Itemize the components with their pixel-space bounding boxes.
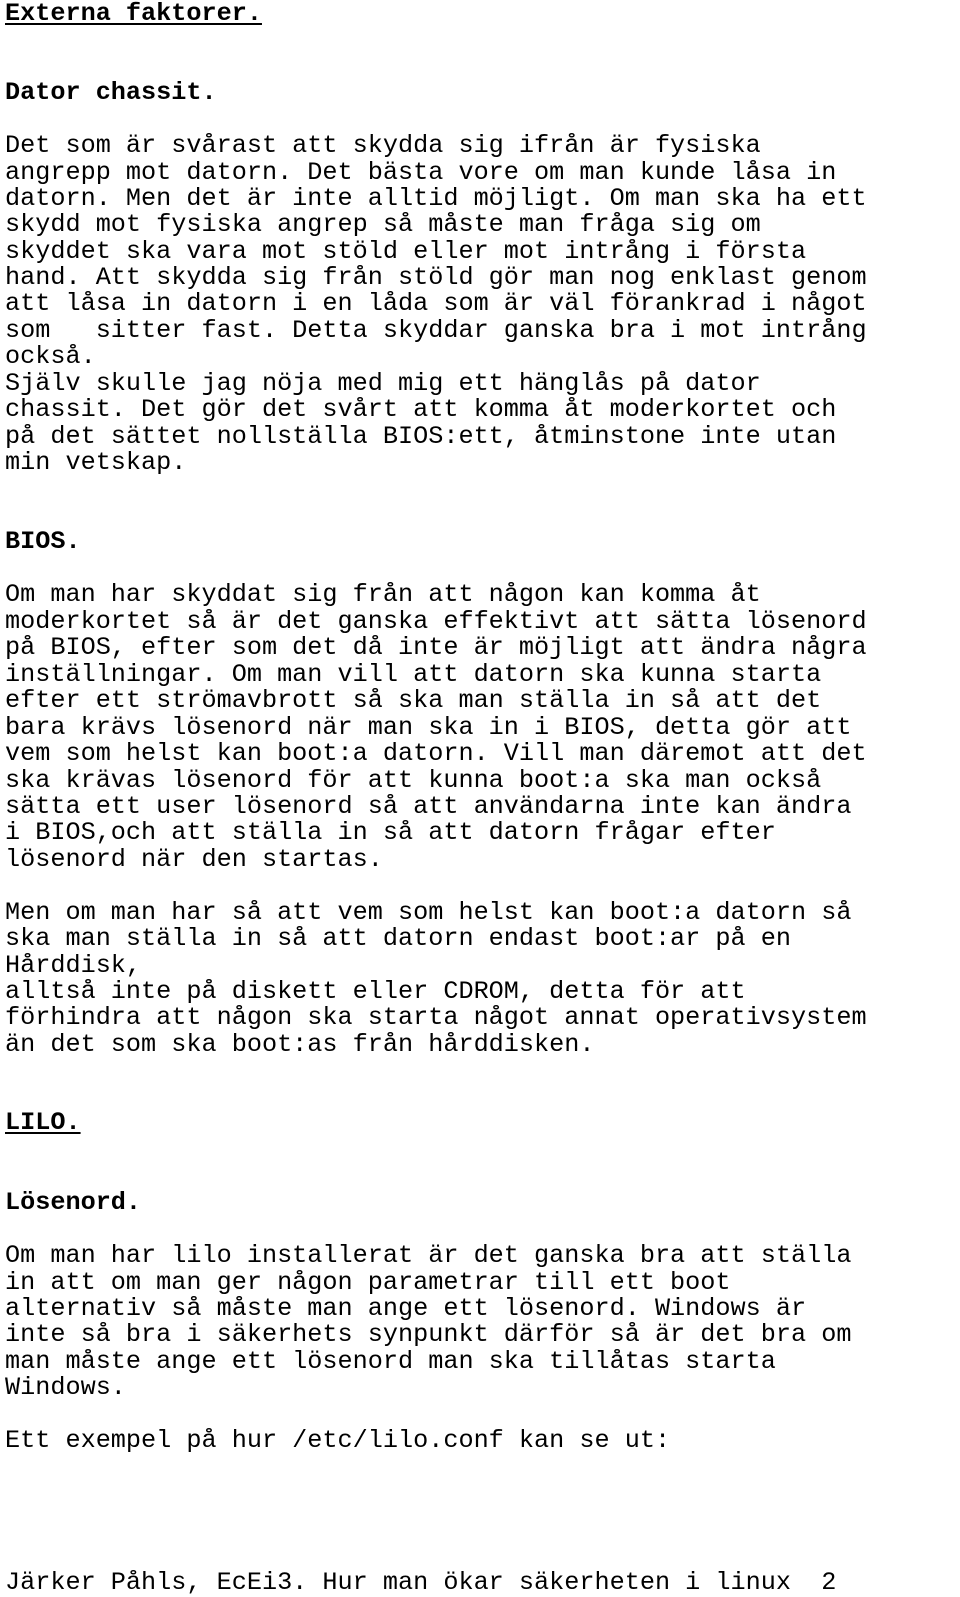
text-line: också. [5,342,96,371]
text-line: vem som helst kan boot:a datorn. Vill man däremot att det [5,739,867,768]
text-line: ska krävas lösenord för att kunna boot:a ska man också [5,766,822,795]
heading-password: Lösenord. [5,1188,142,1217]
text-line: än det som ska boot:as från hårddisken. [5,1030,595,1059]
heading-computer-case: Dator chassit. [5,78,217,107]
text-line: efter ett strömavbrott så ska man ställa in så att det [5,686,822,715]
text-line: lösenord när den startas. [5,845,383,874]
text-line: Själv skulle jag nöja med mig ett hänglås på dator [5,369,761,398]
text-line: man måste ange ett lösenord man ska tillåtas starta [5,1347,776,1376]
text-line: angrepp mot datorn. Det bästa vore om man kunde låsa in [5,158,837,187]
text-line: att låsa in datorn i en låda som är väl förankrad i något [5,289,867,318]
example-line: Ett exempel på hur /etc/lilo.conf kan se ut: [5,1426,671,1455]
text-line: bara krävs lösenord när man ska in i BIOS, detta gör att [5,713,852,742]
text-line: skydd mot fysiska angrep så måste man fråga sig om [5,210,761,239]
text-line: in att om man ger någon parametrar till ett boot [5,1268,731,1297]
text-line: Om man har skyddat sig från att någon kan komma åt [5,580,761,609]
text-line: Windows. [5,1373,126,1402]
text-line: moderkortet så är det ganska effektivt att sätta lösenord [5,607,867,636]
text-line: Hårddisk, [5,951,142,980]
text-line: på det sättet nollställa BIOS:ett, åtminstone inte utan [5,422,837,451]
text-line: sätta ett user lösenord så att användarna inte kan ändra [5,792,852,821]
text-line: hand. Att skydda sig från stöld gör man nog enklast genom [5,263,867,292]
page-footer: Järker Påhls, EcEi3. Hur man ökar säkerheten i linux 2 [5,1568,837,1597]
text-line: inte så bra i säkerhets synpunkt därför så är det bra om [5,1320,852,1349]
text-line: ska man ställa in så att datorn endast boot:ar på en [5,924,791,953]
text-line: min vetskap. [5,448,187,477]
text-line: inställningar. Om man vill att datorn ska kunna starta [5,660,822,689]
text-line: chassit. Det gör det svårt att komma åt moderkortet och [5,395,837,424]
text-line: förhindra att någon ska starta något annat operativsystem [5,1003,867,1032]
heading-bios: BIOS. [5,527,81,556]
text-line: som sitter fast. Detta skyddar ganska bra i mot intrång [5,316,867,345]
text-line: alternativ så måste man ange ett lösenord. Windows är [5,1294,807,1323]
text-line: skyddet ska vara mot stöld eller mot intrång i första [5,237,807,266]
text-line: alltså inte på diskett eller CDROM, detta för att [5,977,746,1006]
text-line: datorn. Men det är inte alltid möjligt. Om man ska ha ett [5,184,867,213]
heading-lilo: LILO. [5,1108,81,1137]
text-line: Det som är svårast att skydda sig ifrån är fysiska [5,131,761,160]
text-line: Men om man har så att vem som helst kan boot:a datorn så [5,898,852,927]
text-line: Om man har lilo installerat är det ganska bra att ställa [5,1241,852,1270]
text-line: på BIOS, efter som det då inte är möjligt att ändra några [5,633,867,662]
text-line: i BIOS,och att ställa in så att datorn frågar efter [5,818,776,847]
heading-external-factors: Externa faktorer. [5,0,262,28]
